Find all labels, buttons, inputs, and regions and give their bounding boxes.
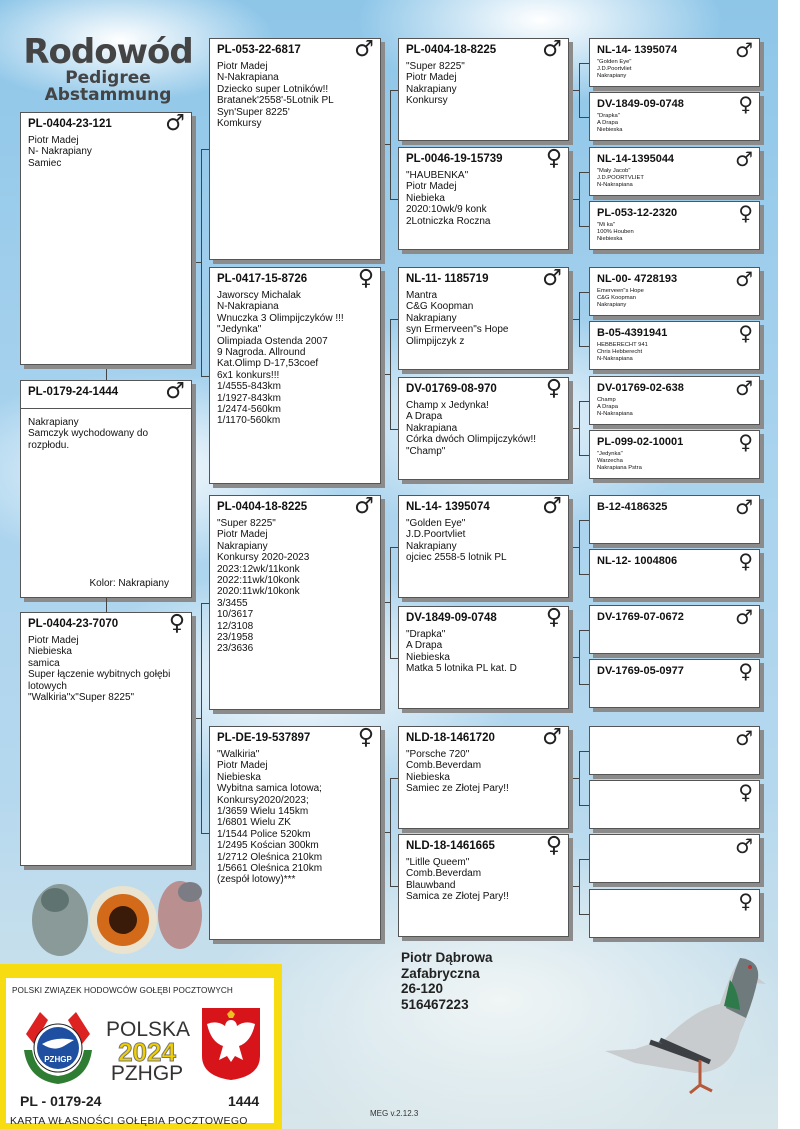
detail-line: (zespół lotowy)*** xyxy=(217,874,296,886)
pigeon-details xyxy=(597,288,755,309)
ring-number: NLD-18-1461720 xyxy=(406,732,495,744)
detail-line: Samczyk wychodowany do rozpłodu. xyxy=(28,428,149,451)
pedigree-card-gen4 xyxy=(589,376,760,425)
detail-line: syn Ermerveen"s Hope xyxy=(406,324,509,336)
connector-line xyxy=(579,292,589,293)
breeder-name: Piotr Dąbrowa xyxy=(401,950,493,965)
connector-line xyxy=(579,520,580,574)
detail-line: Comb.Beverdam xyxy=(406,868,482,880)
detail-line: N-Nakrapiana xyxy=(217,301,279,313)
card-footer: KARTA WŁASNOŚCI GOŁĘBIA POCZTOWEGO xyxy=(10,1115,248,1127)
detail-line: Konkursy 2020-2023 xyxy=(217,552,310,564)
detail-line: Piotr Madej xyxy=(28,635,79,646)
pedigree-card-gen4 xyxy=(589,889,760,938)
connector-line xyxy=(390,90,398,91)
detail-line: samica xyxy=(28,657,60,669)
sex-symbol-icon: ♀ xyxy=(738,549,753,573)
connector-line xyxy=(390,429,398,430)
pigeon-details xyxy=(217,61,376,129)
connector-line xyxy=(106,598,107,612)
detail-line: lotowych xyxy=(28,680,67,692)
detail-line: Niebieska xyxy=(406,771,450,783)
card-ring-number: PL - 0179-24 xyxy=(20,1093,102,1109)
ring-number: NL-12- 1004806 xyxy=(597,555,678,567)
detail-line: 1/1544 Police 520km xyxy=(217,828,311,840)
sex-symbol-icon: ♂ xyxy=(354,494,374,519)
connector-line xyxy=(579,172,589,173)
connector-line xyxy=(579,401,580,455)
detail-line: "Champ" xyxy=(406,445,446,457)
detail-line: Nakrapiany xyxy=(28,417,79,428)
sex-symbol-icon: ♂ xyxy=(542,266,562,291)
detail-line: 2022:11wk/10konk xyxy=(217,575,300,587)
connector-line xyxy=(579,292,580,346)
detail-line: Samiec ze Złotej Pary!! xyxy=(406,783,509,795)
detail-line: Piotr Madej xyxy=(406,72,457,84)
connector-line xyxy=(579,914,589,915)
sex-symbol-icon: ♂ xyxy=(735,38,753,62)
detail-line: "Drapka" xyxy=(406,629,446,640)
pedigree-card-gen4 xyxy=(589,495,760,544)
connector-line xyxy=(579,684,589,685)
page-title xyxy=(20,34,196,104)
ring-number: PL-DE-19-537897 xyxy=(217,732,311,744)
sex-symbol-icon: ♀ xyxy=(357,725,374,750)
detail-line: Niebieska xyxy=(597,236,623,242)
detail-line: Chris Hebberecht xyxy=(597,349,643,355)
logo-text: PZHGP xyxy=(44,1055,72,1064)
connector-line xyxy=(390,778,391,886)
detail-line: J.D.Poortvliet xyxy=(597,66,632,72)
pigeon-details xyxy=(217,290,376,427)
connector-line xyxy=(390,319,398,320)
title-german: Abstammung xyxy=(44,85,172,105)
connector-line xyxy=(390,778,398,779)
detail-line: 100% Houben xyxy=(597,229,634,235)
sex-symbol-icon: ♀ xyxy=(357,266,374,291)
pigeon-details xyxy=(597,397,755,418)
sex-symbol-icon: ♀ xyxy=(738,430,753,454)
pigeon-details xyxy=(597,342,755,363)
sex-symbol-icon: ♂ xyxy=(735,834,753,858)
pigeon-details xyxy=(597,113,755,134)
detail-line: Niebieska xyxy=(28,646,72,658)
card-year: 2024 xyxy=(118,1037,176,1067)
detail-line: Niebieska xyxy=(406,651,450,663)
detail-line: 1/2495 Kościan 300km xyxy=(217,840,319,852)
pigeon-details xyxy=(28,135,187,169)
detail-line: 2020:10wk/9 konk xyxy=(406,204,487,216)
detail-line: A Drapa xyxy=(597,120,618,126)
detail-line: Syn'Super 8225' xyxy=(217,106,290,118)
pigeon-details xyxy=(406,290,564,347)
connector-line xyxy=(106,365,107,380)
sex-symbol-icon: ♀ xyxy=(545,605,562,630)
detail-line: 6x1 konkurs!!! xyxy=(217,369,280,381)
pedigree-card-gen4 xyxy=(589,38,760,87)
page-margin xyxy=(778,0,800,1129)
ring-number: NL-00- 4728193 xyxy=(597,273,678,285)
ring-number: PL-0046-19-15739 xyxy=(406,153,503,165)
sex-symbol-icon: ♀ xyxy=(738,201,753,225)
connector-line xyxy=(201,376,209,377)
connector-line xyxy=(579,805,589,806)
breeder-street: Zafabryczna xyxy=(401,965,480,981)
detail-line: N-Nakrapiana xyxy=(217,72,279,84)
detail-line: "Mały Jacob" xyxy=(597,168,631,174)
detail-line: "Golden Eye" xyxy=(597,59,632,65)
detail-line: Mantra xyxy=(406,290,438,301)
sex-symbol-icon: ♀ xyxy=(738,780,753,804)
detail-line: 1/6801 Wielu ZK xyxy=(217,817,291,829)
pedigree-card-gen4 xyxy=(589,92,760,141)
polish-eagle-emblem xyxy=(200,1006,262,1082)
ring-number: DV-1769-05-0977 xyxy=(597,665,684,677)
detail-line: Nakrapiany xyxy=(406,83,457,95)
connector-line xyxy=(201,833,209,834)
connector-line xyxy=(390,886,398,887)
detail-line: Niebieska xyxy=(217,771,261,783)
connector-line xyxy=(579,630,589,631)
sex-symbol-icon: ♂ xyxy=(165,111,185,136)
pedigree-card-gen1 xyxy=(20,112,192,365)
sex-symbol-icon: ♀ xyxy=(545,376,562,401)
pedigree-card-gen4 xyxy=(589,321,760,370)
detail-line: Samica ze Złotej Pary!! xyxy=(406,891,509,903)
detail-line: A Drapa xyxy=(406,640,443,652)
card-country: POLSKA xyxy=(106,1018,191,1041)
connector-line xyxy=(390,319,391,429)
sex-symbol-icon: ♂ xyxy=(735,147,753,171)
detail-line: 3/3455 xyxy=(217,597,248,609)
pedigree-card-gen3 xyxy=(398,147,569,250)
pedigree-card-gen4 xyxy=(589,549,760,598)
detail-line: 12/3108 xyxy=(217,620,254,632)
detail-line: "Walkiria" xyxy=(217,749,260,760)
connector-line xyxy=(579,859,580,914)
card-bird-number: 1444 xyxy=(228,1093,260,1109)
ring-number: DV-1849-09-0748 xyxy=(597,98,684,110)
detail-line: "Mi ka" xyxy=(597,222,615,228)
detail-line: "Super 8225" xyxy=(406,61,465,72)
ring-number: PL-0404-18-8225 xyxy=(217,501,308,513)
detail-line: N-Nakrapiana xyxy=(597,411,633,417)
detail-line: 2020:11wk/10konk xyxy=(217,586,300,598)
pedigree-card-gen3 xyxy=(398,726,569,829)
ring-number: PL-0417-15-8726 xyxy=(217,273,308,285)
sex-symbol-icon: ♂ xyxy=(735,376,753,400)
connector-line xyxy=(579,520,589,521)
detail-line: "Drapka" xyxy=(597,113,620,119)
connector-line xyxy=(579,751,589,752)
pedigree-card-gen3 xyxy=(398,38,569,141)
pigeon-details xyxy=(597,168,755,189)
pedigree-card-gen4 xyxy=(589,267,760,316)
pigeon-photo xyxy=(590,950,770,1100)
connector-line xyxy=(579,63,580,117)
pedigree-card-gen2 xyxy=(209,267,381,484)
detail-line: Super łączenie wybitnych gołębi xyxy=(28,669,171,681)
detail-line: Olimpiada Ostenda 2007 xyxy=(217,335,328,347)
connector-line xyxy=(579,172,580,226)
detail-line: 1/5661 Oleśnica 210km xyxy=(217,863,323,875)
detail-line: HEBBERECHT 941 xyxy=(597,342,648,348)
connector-line xyxy=(201,603,209,604)
detail-line: Bratanek'2558'-5Lotnik PL xyxy=(217,95,334,107)
ring-number: PL-0404-18-8225 xyxy=(406,44,497,56)
pigeon-details xyxy=(217,749,376,886)
detail-line: Córka dwóch Olimpijczyków!! xyxy=(406,434,537,446)
detail-line: 1/2712 Oleśnica 210km xyxy=(217,851,323,863)
pigeon-details xyxy=(597,451,755,472)
ring-number: DV-01769-08-970 xyxy=(406,383,497,395)
pigeon-details xyxy=(406,61,564,107)
detail-line: Konkursy xyxy=(406,95,448,107)
detail-line: Blauwband xyxy=(406,879,456,891)
pedigree-card-gen4 xyxy=(589,605,760,654)
detail-line: Matka 5 lotnika PL kat. D xyxy=(406,663,517,675)
pedigree-card-gen4 xyxy=(589,659,760,708)
detail-line: 1/1927-843km xyxy=(217,392,281,404)
detail-line: "Jedynka" xyxy=(217,324,262,336)
pedigree-card-gen1 xyxy=(20,612,192,866)
detail-line: Piotr Madej xyxy=(217,61,268,72)
connector-line xyxy=(390,547,398,548)
pigeon-details xyxy=(406,518,564,564)
ring-number: B-05-4391941 xyxy=(597,327,668,339)
breeder-postcode: 26-120 xyxy=(401,981,444,996)
sex-symbol-icon: ♂ xyxy=(542,725,562,750)
subject-header xyxy=(21,381,191,409)
connector-line xyxy=(579,401,589,402)
color-label: Kolor: Nakrapiany xyxy=(89,578,169,589)
sex-symbol-icon: ♀ xyxy=(738,92,753,116)
connector-line xyxy=(201,603,202,834)
ownership-card xyxy=(0,964,282,1129)
pedigree-card-gen3 xyxy=(398,606,569,709)
ring-number: NL-14-1395044 xyxy=(597,153,675,165)
ring-number: NL-11- 1185719 xyxy=(406,273,489,285)
sex-symbol-icon: ♂ xyxy=(354,37,374,62)
detail-line: "Litlle Queem" xyxy=(406,857,470,868)
ring-number: PL-053-22-6817 xyxy=(217,44,301,56)
pigeon-details xyxy=(597,59,755,80)
sex-symbol-icon: ♂ xyxy=(542,37,562,62)
detail-line: C&G Koopman xyxy=(406,301,474,313)
sex-symbol-icon: ♂ xyxy=(735,726,753,750)
detail-line: Warzecha xyxy=(597,458,623,464)
detail-line: Dziecko super Lotników!! xyxy=(217,83,329,95)
connector-line xyxy=(390,658,398,659)
detail-line: ojciec 2558-5 lotnik PL xyxy=(406,552,507,564)
detail-line: 1/4555-843km xyxy=(217,381,281,393)
sex-symbol-icon: ♀ xyxy=(738,889,753,913)
title-english: Pedigree xyxy=(65,68,151,88)
connector-line xyxy=(201,149,202,376)
detail-line: 2023:12wk/11konk xyxy=(217,563,300,575)
detail-line: 10/3617 xyxy=(217,609,254,621)
detail-line: "Walkiria"x"Super 8225" xyxy=(28,692,135,704)
pigeon-details xyxy=(28,635,187,703)
pedigree-card-gen4 xyxy=(589,430,760,479)
detail-line: "Super 8225" xyxy=(217,518,276,529)
connector-line xyxy=(579,630,580,684)
pigeon-details xyxy=(406,400,564,457)
detail-line: Kat.Olimp D-17,53coef xyxy=(217,358,319,370)
detail-line: Nakrapiana Pstra xyxy=(597,465,642,471)
sex-symbol-icon: ♂ xyxy=(735,495,753,519)
detail-line: Comb.Beverdam xyxy=(406,760,482,772)
detail-line: 23/1958 xyxy=(217,632,254,644)
connector-line xyxy=(579,117,589,118)
card-org: PZHGP xyxy=(110,1062,184,1085)
detail-line: Champ xyxy=(597,397,616,403)
detail-line: Nakrapiany xyxy=(406,312,457,324)
pedigree-card-gen4 xyxy=(589,201,760,250)
card-polska xyxy=(106,1018,191,1085)
ring-number: DV-1849-09-0748 xyxy=(406,612,497,624)
detail-line: 1/2474-560km xyxy=(217,404,281,416)
pigeon-details xyxy=(28,417,187,451)
detail-line: Wybitna samica lotowa; xyxy=(217,783,322,795)
detail-line: Niebieka xyxy=(406,192,445,204)
sex-symbol-icon: ♂ xyxy=(542,494,562,519)
detail-line: Piotr Madej xyxy=(28,135,79,146)
sex-symbol-icon: ♂ xyxy=(735,605,753,629)
ring-number: NL-14- 1395074 xyxy=(406,501,490,513)
ring-number: PL-0404-23-7070 xyxy=(28,618,119,630)
detail-line: Piotr Madej xyxy=(406,181,457,193)
card-header: POLSKI ZWIĄZEK HODOWCÓW GOŁĘBI POCZTOWYCH xyxy=(12,986,233,995)
detail-line: A Drapa xyxy=(406,411,443,423)
ring-number: PL-099-02-10001 xyxy=(597,436,684,448)
detail-line: Samiec xyxy=(28,157,62,169)
ring-number: DV-1769-07-0672 xyxy=(597,611,684,623)
pedigree-card-gen4 xyxy=(589,780,760,829)
ring-number: NLD-18-1461665 xyxy=(406,840,495,852)
detail-line: "Jedynka" xyxy=(597,451,623,457)
ring-number: DV-01769-02-638 xyxy=(597,382,684,394)
detail-line: Emerveen"s Hope xyxy=(597,288,644,294)
detail-line: 23/3636 xyxy=(217,643,254,655)
connector-line xyxy=(579,346,589,347)
connector-line xyxy=(579,455,589,456)
detail-line: 9 Nagroda. Allround xyxy=(217,347,306,359)
pedigree-card-gen2 xyxy=(209,495,381,710)
pedigree-card-gen3 xyxy=(398,834,569,937)
sex-symbol-icon: ♀ xyxy=(738,321,753,345)
pigeon-details xyxy=(406,629,564,675)
detail-line: Komkursy xyxy=(217,118,262,130)
ring-number: NL-14- 1395074 xyxy=(597,44,678,56)
detail-line: C&G Koopman xyxy=(597,295,636,301)
ring-number: B-12-4186325 xyxy=(597,501,668,513)
sex-symbol-icon: ♂ xyxy=(165,379,185,404)
software-version: MEG v.2.12.3 xyxy=(370,1109,419,1118)
connector-line xyxy=(201,149,209,150)
pigeon-eye-photo xyxy=(15,870,215,970)
detail-line: Champ x Jedynka! xyxy=(406,400,489,411)
detail-line: 1/3659 Wielu 145km xyxy=(217,806,309,818)
title-main: Rodowód xyxy=(23,32,193,72)
pedigree-card-gen3 xyxy=(398,377,569,480)
sex-symbol-icon: ♂ xyxy=(735,267,753,291)
detail-line: 1/1170-560km xyxy=(217,415,281,427)
connector-line xyxy=(579,859,589,860)
sex-symbol-icon: ♀ xyxy=(168,611,185,636)
connector-line xyxy=(390,547,391,658)
detail-line: Piotr Madej xyxy=(217,529,268,541)
detail-line: Nakrapiany xyxy=(597,73,627,79)
detail-line: N-Nakrapiana xyxy=(597,356,633,362)
connector-line xyxy=(579,574,589,575)
connector-line xyxy=(390,90,391,199)
ring-number: PL-0404-23-121 xyxy=(28,118,112,130)
subject-pigeon-card xyxy=(20,380,192,598)
pigeon-details xyxy=(406,857,564,903)
pigeon-details xyxy=(406,749,564,795)
detail-line: "Golden Eye" xyxy=(406,518,466,529)
detail-line: "HAUBENKA" xyxy=(406,170,469,181)
detail-line: A Drapa xyxy=(597,404,618,410)
detail-line: 2Lotniczka Roczna xyxy=(406,215,491,227)
pigeon-details xyxy=(217,518,376,655)
detail-line: N- Nakrapiany xyxy=(28,146,92,158)
pedigree-card-gen4 xyxy=(589,834,760,883)
pigeon-details xyxy=(406,170,564,227)
detail-line: Nakrapiana xyxy=(406,422,458,434)
connector-line xyxy=(579,63,589,64)
pedigree-card-gen2 xyxy=(209,38,381,260)
pedigree-card-gen2 xyxy=(209,726,381,940)
pedigree-card-gen4 xyxy=(589,147,760,196)
detail-line: J.D.Poortvliet xyxy=(406,529,466,541)
detail-line: Nakrapiany xyxy=(217,540,268,552)
ring-number: PL-053-12-2320 xyxy=(597,207,678,219)
detail-line: Piotr Madej xyxy=(217,760,268,772)
pedigree-card-gen4 xyxy=(589,726,760,775)
sex-symbol-icon: ♀ xyxy=(545,833,562,858)
detail-line: Konkursy2020/2023; xyxy=(217,794,309,806)
detail-line: Nakrapiany xyxy=(597,302,627,308)
detail-line: Jaworscy Michalak xyxy=(217,290,301,301)
detail-line: N-Nakrapiana xyxy=(597,182,633,188)
detail-line: Niebieska xyxy=(597,127,623,133)
detail-line: Olimpijczyk z xyxy=(406,335,465,347)
sex-symbol-icon: ♀ xyxy=(545,146,562,171)
pedigree-card-gen3 xyxy=(398,267,569,370)
sex-symbol-icon: ♀ xyxy=(738,659,753,683)
connector-line xyxy=(579,751,580,805)
detail-line: "Porsche 720" xyxy=(406,749,470,760)
detail-line: Wnuczka 3 Olimpijczyków !!! xyxy=(217,312,344,324)
detail-line: Nakrapiany xyxy=(406,540,457,552)
connector-line xyxy=(579,226,589,227)
pigeon-details xyxy=(597,222,755,243)
breeder-phone: 516467223 xyxy=(401,996,469,1012)
pedigree-card-gen3 xyxy=(398,495,569,598)
pzhgp-logo xyxy=(18,1004,98,1086)
ring-number: PL-0179-24-1444 xyxy=(28,386,119,398)
breeder-info xyxy=(401,950,493,1012)
connector-line xyxy=(390,199,398,200)
detail-line: J.D.POORTVLIET xyxy=(597,175,644,181)
